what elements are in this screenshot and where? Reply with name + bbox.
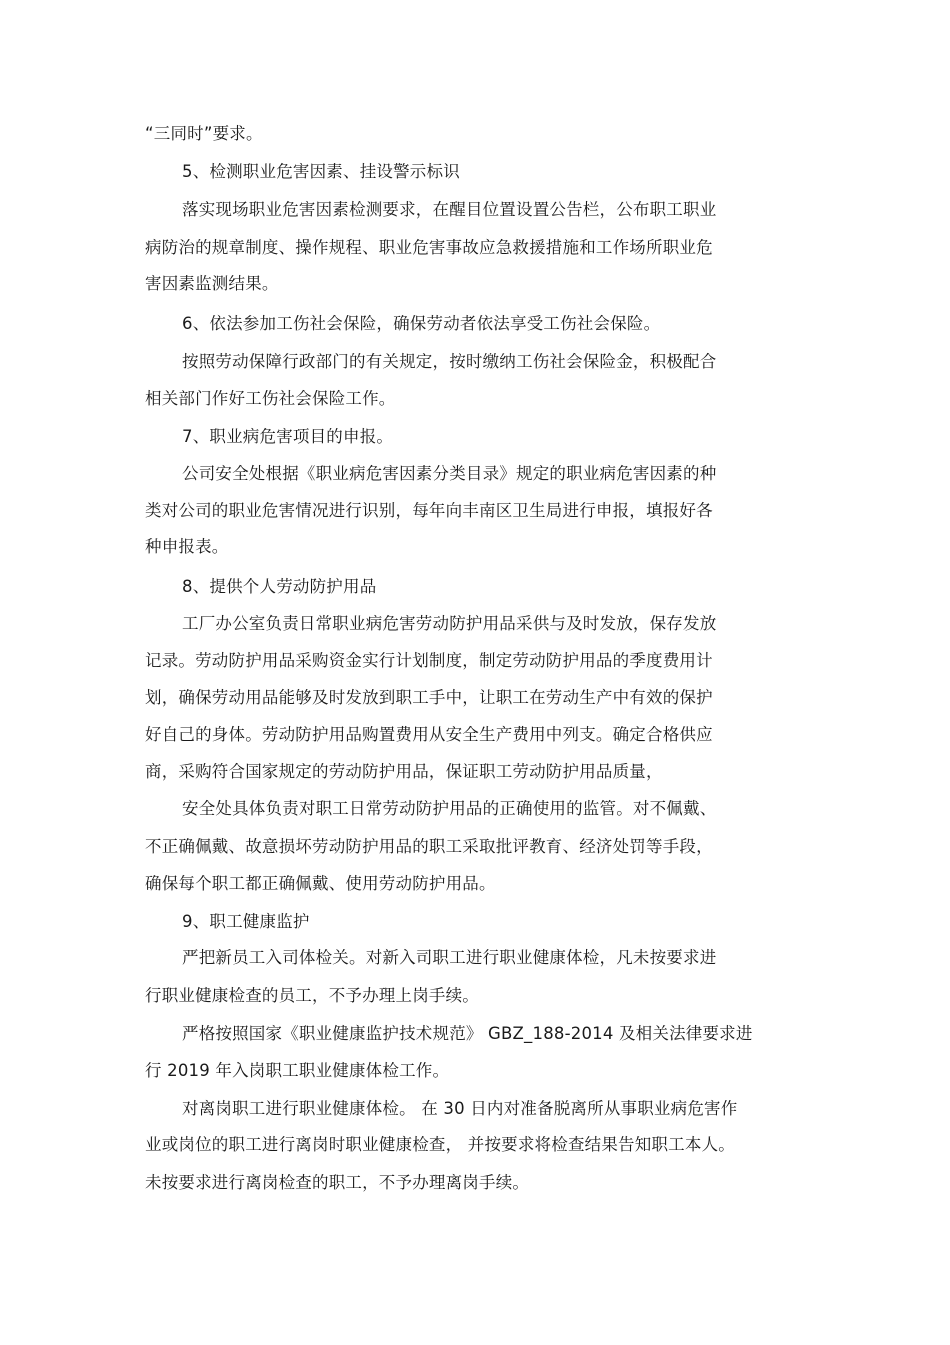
text-line: 按照劳动保障行政部门的有关规定，按时缴纳工伤社会保险金，积极配合 <box>182 352 717 371</box>
text-line: 确保每个职工都正确佩戴、使用劳动防护用品。 <box>145 874 496 893</box>
text-line: 种申报表。 <box>145 537 229 556</box>
text-line: 业或岗位的职工进行离岗时职业健康检查， 并按要求将检查结果告知职工本人。 <box>145 1135 735 1154</box>
text-line: 严格按照国家《职业健康监护技术规范》 GBZ_188-2014 及相关法律要求进 <box>182 1024 753 1043</box>
text-line: 落实现场职业危害因素检测要求，在醒目位置设置公告栏，公布职工职业 <box>182 200 717 219</box>
text-line: 类对公司的职业危害情况进行识别，每年向丰南区卫生局进行申报，填报好各 <box>145 501 713 520</box>
section-heading-9: 9、职工健康监护 <box>182 912 310 931</box>
text-line: 不正确佩戴、故意损坏劳动防护用品的职工采取批评教育、经济处罚等手段， <box>145 837 713 856</box>
text-line: 严把新员工入司体检关。对新入司职工进行职业健康体检，凡未按要求进 <box>182 948 717 967</box>
text-line: 工厂办公室负责日常职业病危害劳动防护用品采供与及时发放，保存发放 <box>182 614 717 633</box>
section-heading-5: 5、检测职业危害因素、挂设警示标识 <box>182 162 460 181</box>
text-line: 相关部门作好工伤社会保险工作。 <box>145 389 396 408</box>
text-line: 记录。劳动防护用品采购资金实行计划制度，制定劳动防护用品的季度费用计 <box>145 651 713 670</box>
text-line: 公司安全处根据《职业病危害因素分类目录》规定的职业病危害因素的种 <box>182 464 717 483</box>
text-line: 对离岗职工进行职业健康体检。 在 30 日内对准备脱离所从事职业病危害作 <box>182 1099 738 1118</box>
text-line: 未按要求进行离岗检查的职工，不予办理离岗手续。 <box>145 1173 530 1192</box>
section-heading-8: 8、提供个人劳动防护用品 <box>182 577 377 596</box>
section-heading-6: 6、依法参加工伤社会保险，确保劳动者依法享受工伤社会保险。 <box>182 314 661 333</box>
text-line: 病防治的规章制度、操作规程、职业危害事故应急救援措施和工作场所职业危 <box>145 238 713 257</box>
section-heading-7: 7、职业病危害项目的申报。 <box>182 427 394 446</box>
text-line: 商，采购符合国家规定的劳动防护用品，保证职工劳动防护用品质量， <box>145 762 663 781</box>
text-line: 害因素监测结果。 <box>145 274 279 293</box>
text-line: 好自己的身体。劳动防护用品购置费用从安全生产费用中列支。确定合格供应 <box>145 725 713 744</box>
text-line: “三同时”要求。 <box>145 124 263 143</box>
text-line: 行 2019 年入岗职工职业健康体检工作。 <box>145 1061 450 1080</box>
text-line: 安全处具体负责对职工日常劳动防护用品的正确使用的监管。对不佩戴、 <box>182 799 717 818</box>
text-line: 行职业健康检查的员工，不予办理上岗手续。 <box>145 986 479 1005</box>
text-line: 划，确保劳动用品能够及时发放到职工手中，让职工在劳动生产中有效的保护 <box>145 688 713 707</box>
